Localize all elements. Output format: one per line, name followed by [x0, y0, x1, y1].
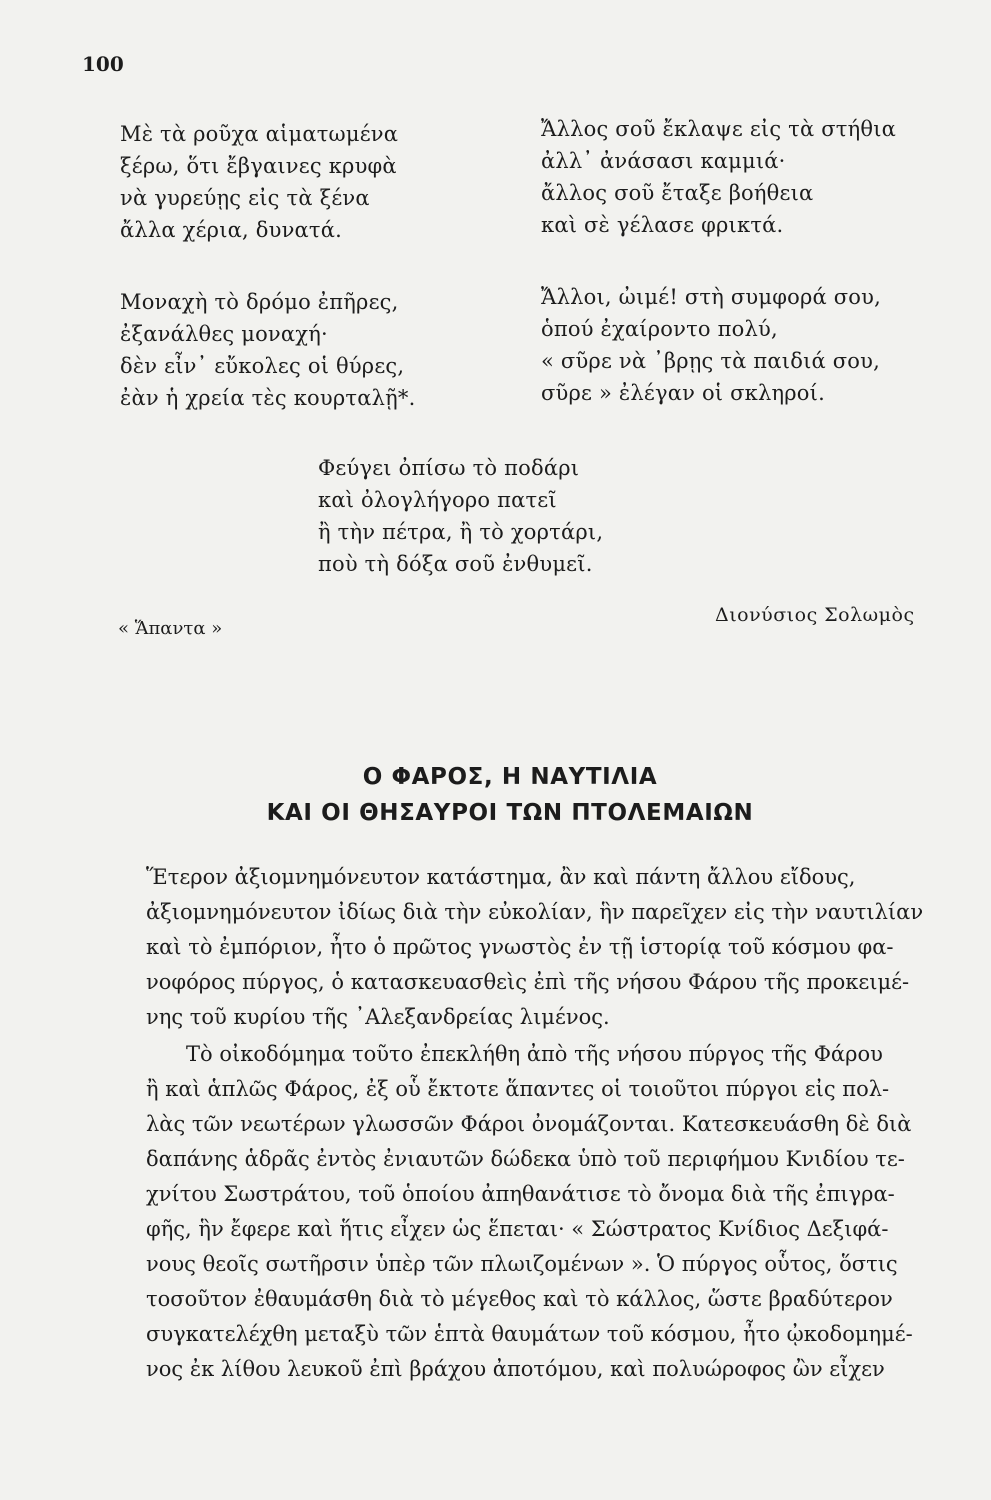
poem-stanza-3 [120, 286, 415, 414]
verse-line: δὲν εἶν᾽ εὔκολες οἱ θύρες, [120, 354, 405, 378]
article-body [118, 860, 958, 1387]
verse-line: Ἄλλοι, ὠιμέ! στὴ συμφορά σου, [541, 285, 881, 309]
poem-stanza-1 [120, 118, 398, 246]
text-line: νης τοῦ κυρίου τῆς ᾽Αλεξανδρείας λιμένος. [146, 1005, 610, 1029]
verse-line: ἀλλ᾽ ἀνάσασι καμμιά· [541, 149, 786, 173]
verse-line: Μὲ τὰ ροῦχα αἱματωμένα [120, 122, 399, 146]
verse-line: ἐξανάλθες μοναχή· [120, 322, 328, 346]
verse-line: Ἄλλος σοῦ ἔκλαψε εἰς τὰ στήθια [541, 117, 897, 141]
verse-line: καὶ σὲ γέλασε φρικτά. [541, 213, 784, 237]
text-line: ἢ καὶ ἁπλῶς Φάρος, ἐξ οὗ ἔκτοτε ἅπαντες οἱ τοιοῦτοι πύργοι εἰς πολ- [146, 1077, 890, 1101]
poem-stanza-4 [541, 281, 881, 409]
verse-line: ἐὰν ἡ χρεία τὲς κουρταλῇ*. [120, 386, 416, 410]
text-line: συγκατελέχθη μεταξὺ τῶν ἑπτὰ θαυμάτων τοῦ κόσμου, ἦτο ᾠκοδομημέ- [146, 1322, 913, 1346]
text-line: νος ἐκ λίθου λευκοῦ ἐπὶ βράχου ἀποτόμου, καὶ πολυώροφος ὢν εἶχεν [146, 1357, 885, 1381]
text-line: νους θεοῖς σωτῆρσιν ὑπὲρ τῶν πλωιζομένων ». Ὁ πύργος οὗτος, ὅστις [146, 1252, 898, 1276]
verse-line: ἄλλα χέρια, δυνατά. [120, 218, 343, 242]
verse-line: σῦρε » ἐλέγαν οἱ σκληροί. [541, 381, 825, 405]
text-line: Τὸ οἰκοδόμημα τοῦτο ἐπεκλήθη ἀπὸ τῆς νήσου πύργος τῆς Φάρου [186, 1042, 883, 1066]
article-title-line-1: Ο ΦΑΡΟΣ, Η ΝΑΥΤΙΛΙΑ [362, 764, 658, 790]
verse-line: « σῦρε νὰ ᾽βρῃς τὰ παιδιά σου, [541, 349, 880, 373]
verse-line: Μοναχὴ τὸ δρόμο ἐπῆρες, [120, 290, 399, 314]
verse-line: ἢ τὴν πέτρα, ἢ τὸ χορτάρι, [318, 520, 604, 544]
verse-line: ποὺ τὴ δόξα σοῦ ἐνθυμεῖ. [318, 552, 593, 576]
article-title-line-2: ΚΑΙ ΟΙ ΘΗΣΑΥΡΟΙ ΤΩΝ ΠΤΟΛΕΜΑΙΩΝ [266, 800, 754, 826]
verse-line: νὰ γυρεύῃς εἰς τὰ ξένα [120, 186, 370, 210]
text-line: καὶ τὸ ἐμπόριον, ἦτο ὁ πρῶτος γνωστὸς ἐν τῇ ἱστορίᾳ τοῦ κόσμου φα- [146, 935, 894, 959]
poem-source: « Ἅπαντα » [118, 618, 223, 639]
verse-line: Φεύγει ὀπίσω τὸ ποδάρι [318, 456, 580, 480]
text-line: λὰς τῶν νεωτέρων γλωσσῶν Φάροι ὀνομάζονται. Κατεσκευάσθη δὲ διὰ [146, 1112, 912, 1136]
text-line: νοφόρος πύργος, ὁ κατασκευασθεὶς ἐπὶ τῆς νήσου Φάρου τῆς προκειμέ- [146, 970, 910, 994]
text-line: τοσοῦτον ἐθαυμάσθη διὰ τὸ μέγεθος καὶ τὸ κάλλος, ὥστε βραδύτερον [146, 1287, 893, 1311]
paragraph-1 [118, 860, 958, 1035]
verse-line: ἄλλος σοῦ ἔταξε βοήθεια [541, 181, 814, 205]
text-line: Ἕτερον ἀξιομνημόνευτον κατάστημα, ἂν καὶ πάντη ἄλλου εἴδους, [146, 865, 856, 889]
text-line: φῆς, ἣν ἔφερε καὶ ἥτις εἶχεν ὡς ἕπεται· « Σώστρατος Κνίδιος Δεξιφά- [146, 1217, 889, 1241]
text-line: ἀξιομνημόνευτον ἰδίως διὰ τὴν εὐκολίαν, ἣν παρεῖχεν εἰς τὴν ναυτιλίαν [146, 900, 924, 924]
paragraph-2 [118, 1037, 958, 1387]
verse-line: ξέρω, ὅτι ἔβγαινες κρυφὰ [120, 154, 397, 178]
verse-line: ὁπού ἐχαίροντο πολύ, [541, 317, 778, 341]
text-line: χνίτου Σωστράτου, τοῦ ὁποίου ἀπηθανάτισε τὸ ὄνομα διὰ τῆς ἐπιγρα- [146, 1182, 895, 1206]
page-number: 100 [82, 52, 124, 76]
text-line: δαπάνης ἁδρᾶς ἐντὸς ἐνιαυτῶν δώδεκα ὑπὸ τοῦ περιφήμου Κνιδίου τε- [146, 1147, 905, 1171]
poem-author: Διονύσιος Σολωμὸς [715, 604, 915, 626]
poem-stanza-5 [318, 452, 603, 580]
verse-line: καὶ ὀλογλήγορο πατεῖ [318, 488, 557, 512]
poem-stanza-2 [541, 113, 896, 241]
